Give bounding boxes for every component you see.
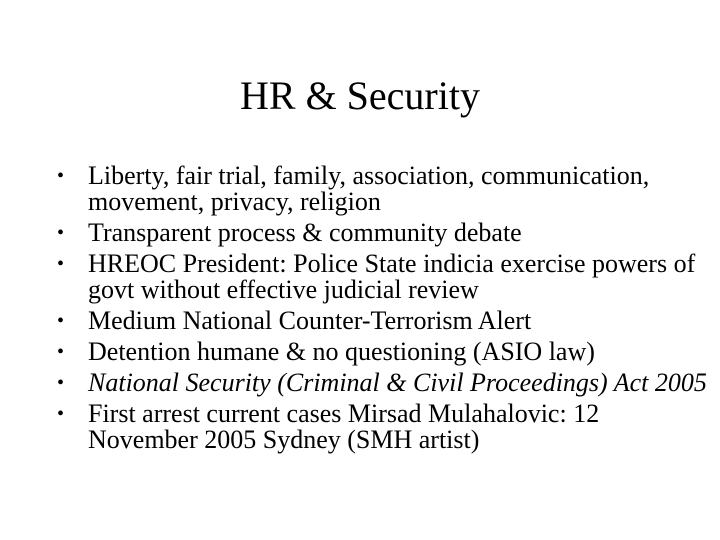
- bullet-text: Transparent process & community debate: [88, 218, 522, 247]
- bullet-icon: •: [57, 253, 65, 275]
- slide-title: HR & Security: [240, 73, 480, 118]
- bullet-text: First arrest current cases Mirsad Mulahalovic: 12 November 2005 Sydney (SMH artist): [88, 399, 600, 454]
- bullet-text: Liberty, fair trial, family, association, communication, movement, privacy, religion: [88, 161, 650, 216]
- bullet-text: Medium National Counter-Terrorism Alert: [88, 306, 532, 335]
- bullet-icon: •: [57, 372, 65, 394]
- bullet-icon: •: [57, 310, 65, 332]
- bullet-text: Detention humane & no questioning (ASIO law): [88, 337, 595, 366]
- list-item: [57, 251, 707, 303]
- bullet-text: HREOC President: Police State indicia exercise powers of govt without effective judicial review: [88, 249, 696, 304]
- bullet-icon: •: [57, 165, 65, 187]
- list-item: [57, 308, 707, 334]
- bullet-icon: •: [57, 222, 65, 244]
- list-item: [57, 220, 707, 246]
- list-item: [57, 401, 707, 453]
- list-item: [57, 370, 707, 396]
- bullet-icon: •: [57, 403, 65, 425]
- bullet-icon: •: [57, 341, 65, 363]
- list-item: [57, 339, 707, 365]
- bullet-text: National Security (Criminal & Civil Proceedings) Act 2005: [88, 368, 707, 397]
- list-item: [57, 163, 707, 215]
- bullet-list: [57, 163, 707, 458]
